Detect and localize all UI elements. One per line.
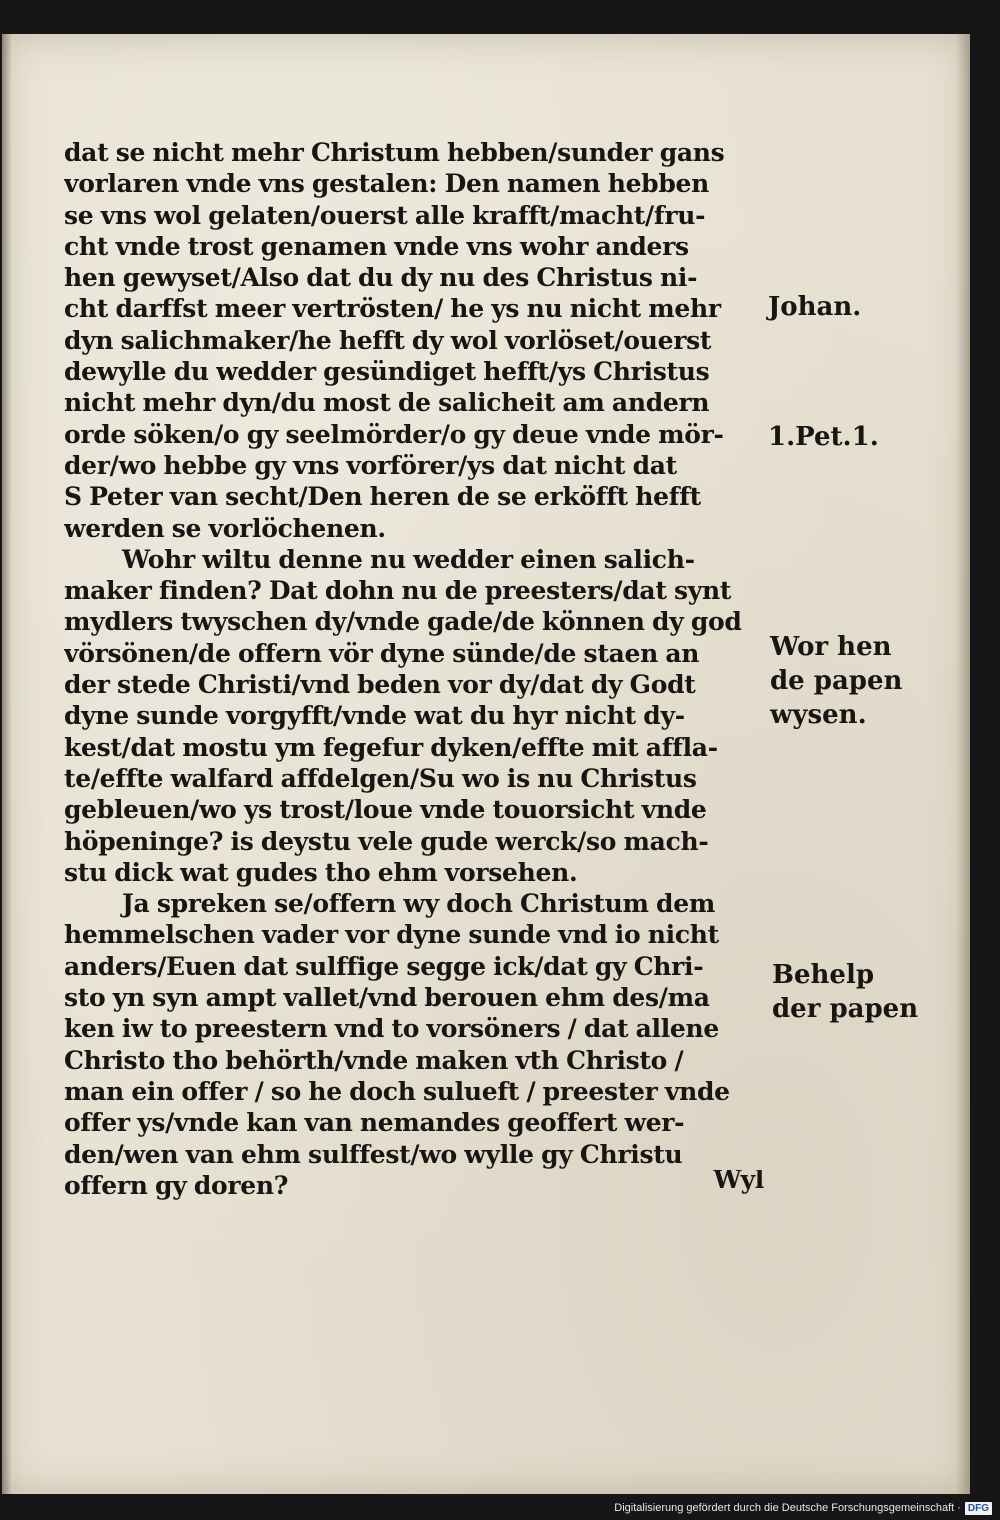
- marginal-note-line: Wor hen: [770, 632, 892, 662]
- paragraph-start-line: Ja spreken se/offern wy doch Christum dem: [122, 889, 715, 919]
- text-line: der/wo hebbe gy vns vorförer/ys dat nicht dat: [64, 450, 677, 480]
- dfg-logo: DFG: [965, 1502, 992, 1515]
- text-line: offer ys/vnde kan van nemandes geoffert wer-: [64, 1108, 685, 1138]
- text-line: vorlaren vnde vns gestalen: Den namen hebben: [64, 169, 710, 199]
- credit-separator: ·: [957, 1502, 961, 1514]
- text-line: mydlers twyschen dy/vnde gade/de können dy god: [64, 607, 742, 637]
- text-line: werden se vorlöchenen.: [64, 513, 386, 543]
- text-line: cht vnde trost genamen vnde vns wohr anders: [64, 231, 689, 261]
- marginal-note-line: Behelp: [772, 960, 875, 990]
- text-line: hemmelschen vader vor dyne sunde vnd io nicht: [64, 920, 719, 950]
- page-edge-shadow: [956, 34, 970, 1494]
- text-line: S Peter van secht/Den heren de se erköfft hefft: [64, 482, 701, 512]
- text-line: dat se nicht mehr Christum hebben/sunder gans: [64, 138, 725, 167]
- marginal-note-pet: [768, 420, 879, 454]
- text-line: stu dick wat gudes tho ehm vorsehen.: [64, 857, 578, 887]
- text-line: ken iw to preestern vnd to vorsöners / dat allene: [64, 1014, 720, 1044]
- book-page: [2, 34, 970, 1494]
- text-line: vörsönen/de offern vör dyne sünde/de staen an: [64, 638, 700, 668]
- text-line: maker finden? Dat dohn nu de preesters/dat synt: [64, 576, 732, 606]
- text-line: cht darffst meer vertrösten/ he ys nu nicht mehr: [64, 294, 721, 324]
- text-line: gebleuen/wo ys trost/loue vnde touorsicht vnde: [64, 795, 707, 825]
- text-line: kest/dat mostu ym fegefur dyken/effte mit affla-: [64, 732, 718, 762]
- marginal-note-wor-hen: [770, 630, 902, 732]
- text-line: Christo tho behörth/vnde maken vth Christo /: [64, 1045, 684, 1075]
- marginal-note-line: de papen: [770, 666, 903, 696]
- marginal-note-line: 1.Pet.1.: [768, 422, 879, 452]
- text-line: höpeninge? is deystu vele gude werck/so mach-: [64, 826, 709, 856]
- digitization-credit: [614, 1498, 992, 1518]
- text-line: se vns wol gelaten/ouerst alle krafft/macht/fru-: [64, 200, 706, 230]
- main-text-block: [64, 137, 764, 1201]
- text-line: orde söken/o gy seelmörder/o gy deue vnde mör-: [64, 419, 724, 449]
- text-line: den/wen van ehm sulffest/wo wylle gy Christu: [64, 1139, 683, 1169]
- credit-text: Digitalisierung gefördert durch die Deutsche Forschungsgemeinschaft: [614, 1502, 955, 1514]
- text-line: dyn salichmaker/he hefft dy wol vorlöset/ouerst: [64, 325, 712, 355]
- text-line: te/effte walfard affdelgen/Su wo is nu Christus: [64, 763, 697, 793]
- text-line: dyne sunde vorgyfft/vnde wat du hyr nicht dy-: [64, 701, 685, 731]
- marginal-note-behelp: [772, 958, 918, 1026]
- text-line: man ein offer / so he doch sulueft / preester vnde: [64, 1076, 730, 1106]
- text-line: anders/Euen dat sulffige segge ick/dat gy Chri-: [64, 951, 704, 981]
- marginal-note-line: der papen: [772, 994, 919, 1024]
- text-line: offern gy doren?: [64, 1170, 289, 1200]
- text-line: der stede Christi/vnd beden vor dy/dat dy Godt: [64, 670, 696, 700]
- text-line: sto yn syn ampt vallet/vnd berouen ehm des/ma: [64, 983, 710, 1013]
- marginal-note-line: Johan.: [768, 292, 862, 322]
- text-line: hen gewyset/Also dat du dy nu des Christus ni-: [64, 263, 698, 293]
- binding-shadow: [2, 34, 12, 1494]
- marginal-note-johan: [768, 290, 861, 324]
- text-line: nicht mehr dyn/du most de salicheit am andern: [64, 388, 710, 418]
- catchword: Wyl: [713, 1169, 764, 1194]
- last-line-with-catchword: [64, 1170, 764, 1201]
- paragraph-start-line: Wohr wiltu denne nu wedder einen salich-: [122, 544, 695, 574]
- marginal-note-line: wysen.: [770, 700, 867, 730]
- text-line: dewylle du wedder gesündiget hefft/ys Christus: [64, 357, 710, 387]
